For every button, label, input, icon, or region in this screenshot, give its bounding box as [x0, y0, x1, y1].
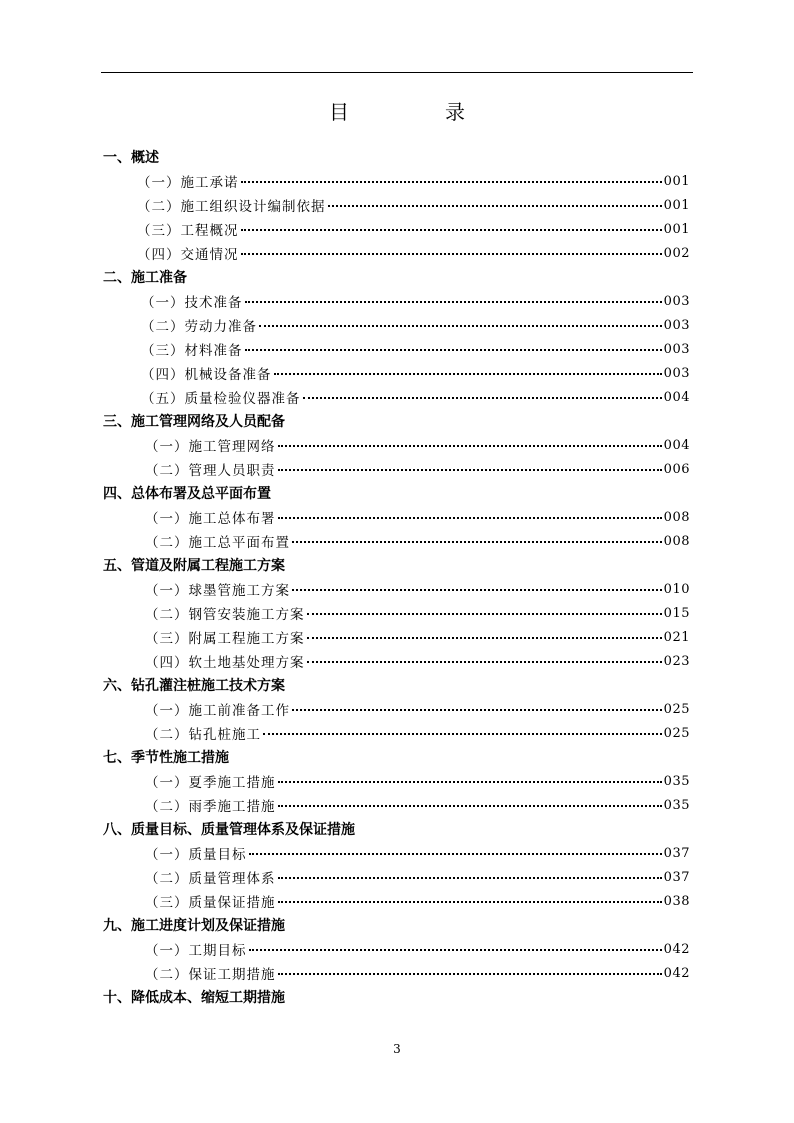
- toc-entry-label: （二）施工组织设计编制依据: [137, 199, 326, 215]
- toc-entry-page: 042: [663, 941, 690, 957]
- toc-dot-leader: [249, 949, 662, 951]
- toc-entry-page: 008: [663, 533, 690, 549]
- toc-section-heading[interactable]: 六、钻孔灌注桩施工技术方案: [103, 678, 285, 694]
- toc-entry-page: 035: [663, 797, 690, 813]
- toc-dot-leader: [278, 805, 662, 807]
- toc-entry-label: （一）技术准备: [141, 295, 243, 311]
- toc-entry-label: （五）质量检验仪器准备: [141, 391, 301, 407]
- toc-entry[interactable]: [137, 194, 690, 216]
- toc-entry-page: 001: [663, 221, 690, 237]
- toc-entry[interactable]: [145, 506, 690, 528]
- toc-entry-label: （三）工程概况: [137, 223, 239, 239]
- toc-dot-leader: [241, 181, 662, 183]
- header-rule: [101, 72, 693, 73]
- toc-entry-label: （一）施工前准备工作: [145, 703, 290, 719]
- toc-entry-label: （一）球墨管施工方案: [145, 583, 290, 599]
- toc-entry-page: 008: [663, 509, 690, 525]
- toc-section-heading[interactable]: 三、施工管理网络及人员配备: [103, 414, 285, 430]
- toc-entry[interactable]: [145, 698, 690, 720]
- toc-entry-label: （三）材料准备: [141, 343, 243, 359]
- toc-entry-page: 001: [663, 197, 690, 213]
- toc-section-heading[interactable]: 五、管道及附属工程施工方案: [103, 558, 285, 574]
- toc-entry-page: 042: [663, 965, 690, 981]
- toc-entry[interactable]: [137, 218, 690, 240]
- toc-section-heading[interactable]: 七、季节性施工措施: [103, 750, 229, 766]
- toc-entry[interactable]: [145, 530, 690, 552]
- toc-entry-page: 025: [663, 725, 690, 741]
- toc-dot-leader: [278, 517, 662, 519]
- toc-section-heading[interactable]: 十、降低成本、缩短工期措施: [103, 990, 285, 1006]
- toc-entry-page: 003: [663, 341, 690, 357]
- toc-entry-page: 038: [663, 893, 690, 909]
- toc-entry[interactable]: [145, 842, 690, 864]
- toc-entry-label: （四）机械设备准备: [141, 367, 272, 383]
- toc-dot-leader: [278, 901, 662, 903]
- toc-entry-page: 021: [663, 629, 690, 645]
- toc-dot-leader: [259, 325, 662, 327]
- toc-entry-page: 023: [663, 653, 690, 669]
- toc-entry-page: 006: [663, 461, 690, 477]
- toc-dot-leader: [241, 253, 662, 255]
- toc-entry-page: 003: [663, 365, 690, 381]
- toc-entry-page: 035: [663, 773, 690, 789]
- document-title: 目 录: [329, 100, 503, 124]
- toc-entry-label: （二）施工总平面布置: [145, 535, 290, 551]
- toc-entry[interactable]: [145, 890, 690, 912]
- toc-entry[interactable]: [145, 962, 690, 984]
- toc-dot-leader: [274, 373, 662, 375]
- toc-entry[interactable]: [141, 362, 690, 384]
- toc-entry-page: 004: [663, 389, 690, 405]
- toc-entry-label: （三）质量保证措施: [145, 895, 276, 911]
- toc-entry-label: （二）质量管理体系: [145, 871, 276, 887]
- toc-entry[interactable]: [145, 770, 690, 792]
- toc-entry-label: （一）施工总体布署: [145, 511, 276, 527]
- toc-dot-leader: [278, 469, 662, 471]
- toc-entry[interactable]: [137, 170, 690, 192]
- toc-dot-leader: [328, 205, 662, 207]
- toc-entry-label: （二）劳动力准备: [141, 319, 257, 335]
- toc-section-heading[interactable]: 四、总体布署及总平面布置: [103, 486, 271, 502]
- toc-dot-leader: [307, 661, 662, 663]
- toc-entry[interactable]: [145, 602, 690, 624]
- toc-entry-page: 025: [663, 701, 690, 717]
- toc-dot-leader: [278, 781, 662, 783]
- toc-entry[interactable]: [145, 866, 690, 888]
- toc-dot-leader: [292, 541, 662, 543]
- toc-dot-leader: [245, 301, 662, 303]
- toc-entry[interactable]: [145, 458, 690, 480]
- toc-entry[interactable]: [145, 434, 690, 456]
- toc-entry-page: 015: [663, 605, 690, 621]
- toc-dot-leader: [263, 733, 662, 735]
- toc-entry-page: 004: [663, 437, 690, 453]
- toc-entry[interactable]: [145, 722, 690, 744]
- toc-dot-leader: [307, 637, 662, 639]
- toc-entry-label: （一）质量目标: [145, 847, 247, 863]
- toc-entry[interactable]: [145, 650, 690, 672]
- toc-entry-page: 002: [663, 245, 690, 261]
- toc-entry[interactable]: [141, 386, 690, 408]
- toc-section-heading[interactable]: 二、施工准备: [103, 270, 187, 286]
- toc-section-heading[interactable]: 一、概述: [103, 150, 159, 166]
- toc-entry-label: （一）夏季施工措施: [145, 775, 276, 791]
- toc-dot-leader: [303, 397, 662, 399]
- toc-entry-label: （四）软土地基处理方案: [145, 655, 305, 671]
- toc-entry[interactable]: [137, 242, 690, 264]
- toc-dot-leader: [278, 877, 662, 879]
- toc-dot-leader: [307, 613, 662, 615]
- toc-entry-label: （二）钢管安装施工方案: [145, 607, 305, 623]
- toc-dot-leader: [278, 973, 662, 975]
- toc-entry-label: （二）保证工期措施: [145, 967, 276, 983]
- toc-dot-leader: [278, 445, 662, 447]
- toc-section-heading[interactable]: 九、施工进度计划及保证措施: [103, 918, 285, 934]
- toc-entry-label: （三）附属工程施工方案: [145, 631, 305, 647]
- toc-entry-page: 001: [663, 173, 690, 189]
- toc-entry-page: 003: [663, 293, 690, 309]
- toc-entry[interactable]: [141, 338, 690, 360]
- toc-section-heading[interactable]: 八、质量目标、质量管理体系及保证措施: [103, 822, 355, 838]
- toc-entry-label: （二）钻孔桩施工: [145, 727, 261, 743]
- toc-entry[interactable]: [145, 578, 690, 600]
- page-number: 3: [393, 1042, 401, 1056]
- toc-entry[interactable]: [141, 314, 690, 336]
- toc-dot-leader: [292, 589, 662, 591]
- toc-entry[interactable]: [145, 794, 690, 816]
- toc-entry-label: （一）工期目标: [145, 943, 247, 959]
- toc-dot-leader: [249, 853, 662, 855]
- toc-entry-label: （二）雨季施工措施: [145, 799, 276, 815]
- toc-entry-page: 037: [663, 869, 690, 885]
- toc-entry-label: （一）施工管理网络: [145, 439, 276, 455]
- toc-entry-label: （一）施工承诺: [137, 175, 239, 191]
- toc-entry[interactable]: [145, 626, 690, 648]
- toc-dot-leader: [241, 229, 662, 231]
- toc-entry-label: （四）交通情况: [137, 247, 239, 263]
- toc-entry[interactable]: [145, 938, 690, 960]
- toc-dot-leader: [292, 709, 662, 711]
- toc-entry-page: 010: [663, 581, 690, 597]
- toc-entry[interactable]: [141, 290, 690, 312]
- toc-entry-page: 003: [663, 317, 690, 333]
- toc-entry-page: 037: [663, 845, 690, 861]
- toc-dot-leader: [245, 349, 662, 351]
- toc-entry-label: （二）管理人员职责: [145, 463, 276, 479]
